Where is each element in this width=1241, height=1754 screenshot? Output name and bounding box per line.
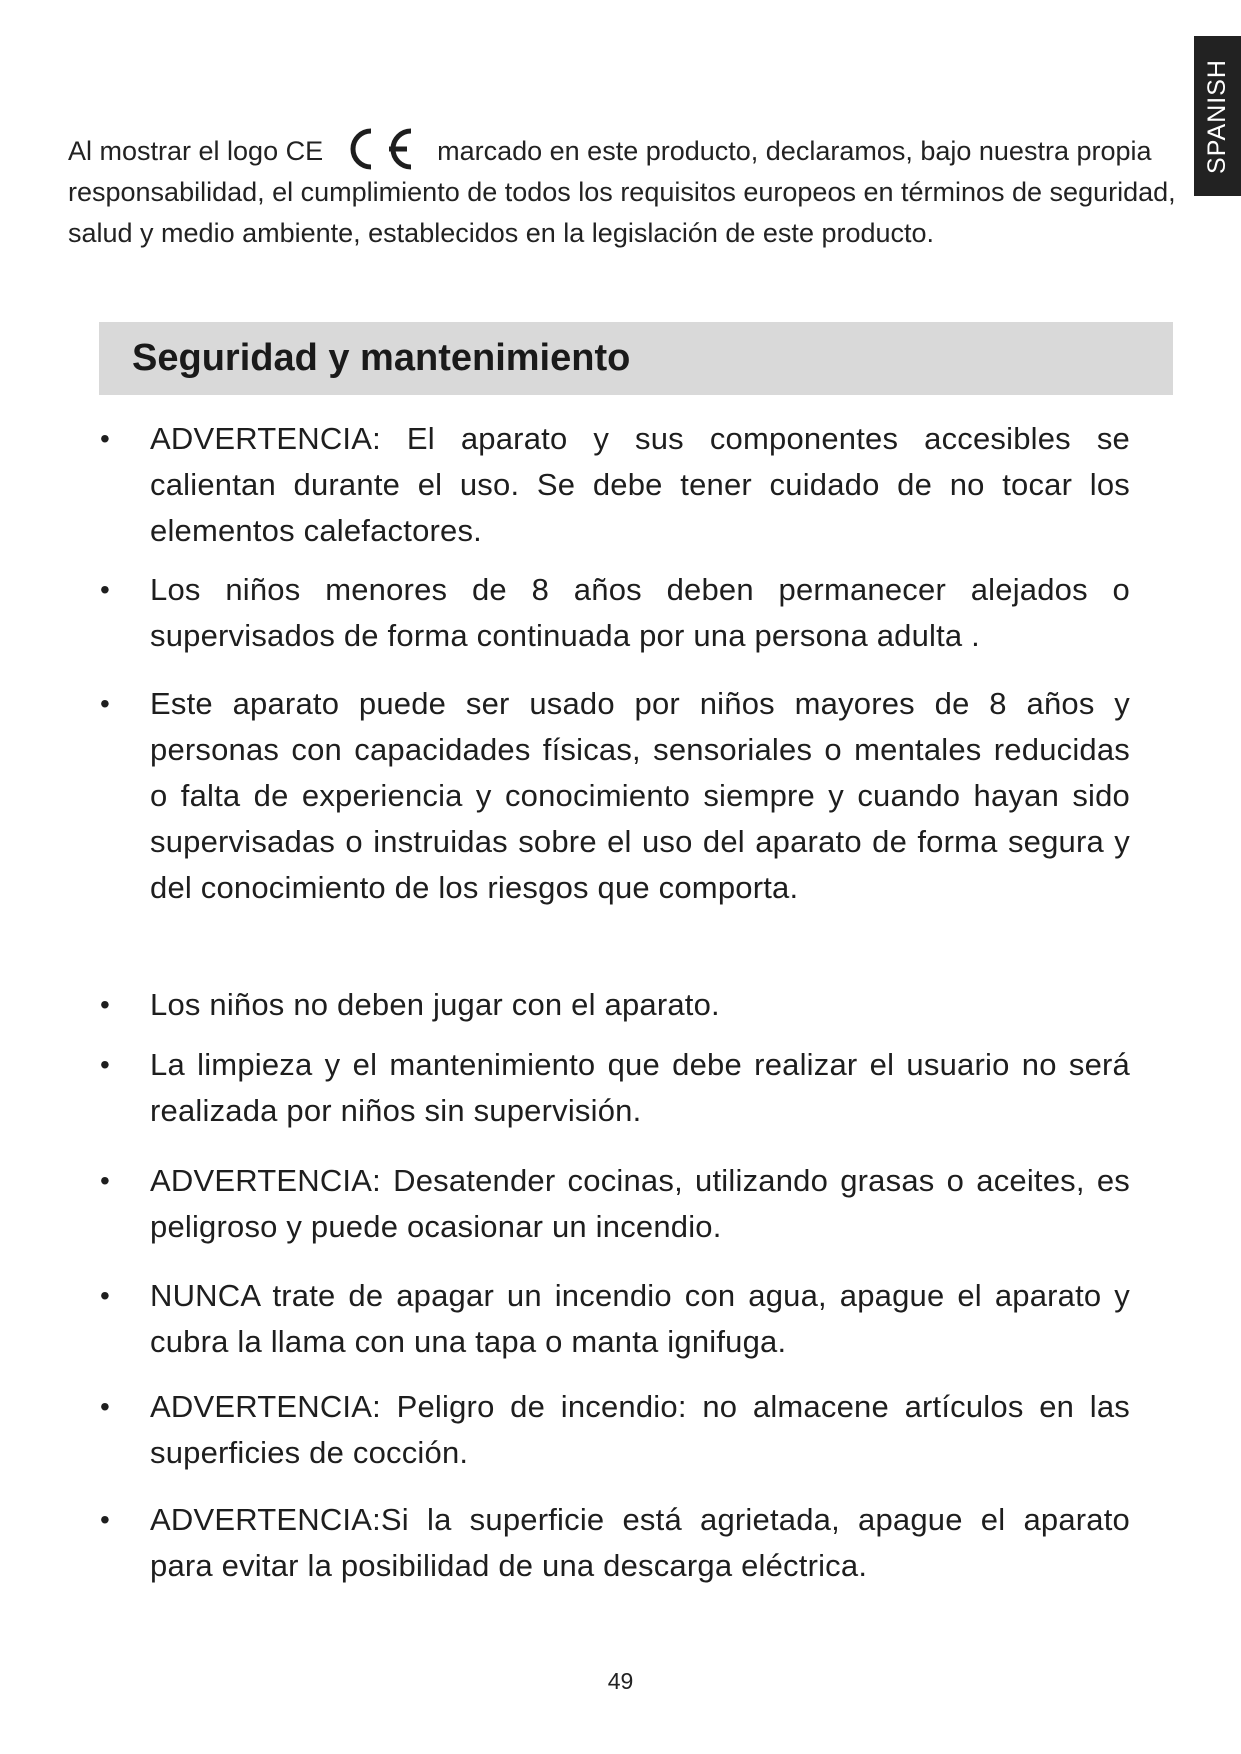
ce-declaration-paragraph (68, 126, 1188, 254)
bullet-icon: • (100, 989, 110, 1020)
language-tab (1194, 36, 1241, 196)
bullet-item (100, 681, 1130, 911)
bullet-item (100, 1042, 1130, 1134)
section-title: Seguridad y mantenimiento (132, 337, 631, 379)
bullet-text: ADVERTENCIA: Desatender cocinas, utilizando grasas o aceites, es peligroso y puede ocasionar un incendio. (150, 1163, 1130, 1244)
page-number: 49 (607, 1668, 634, 1694)
bullet-icon: • (100, 688, 110, 719)
bullet-icon: • (100, 423, 110, 454)
bullet-text: ADVERTENCIA: El aparato y sus componentes accesibles se calientan durante el uso. Se debe tener cuidado de no tocar los elementos calefactores. (150, 421, 1130, 548)
bullet-item (100, 416, 1130, 554)
bullet-text: NUNCA trate de apagar un incendio con agua, apague el aparato y cubra la llama con una tapa o manta ignifuga. (150, 1278, 1130, 1359)
bullet-icon: • (100, 1391, 110, 1422)
bullet-item (100, 1158, 1130, 1250)
section-header (99, 322, 1173, 395)
bullet-text: ADVERTENCIA: Peligro de incendio: no almacene artículos en las superficies de cocción. (150, 1389, 1130, 1470)
ce-mark-icon (337, 126, 417, 172)
bullet-text: Los niños menores de 8 años deben permanecer alejados o supervisados de forma continuada por una persona adulta . (150, 572, 1130, 653)
bullet-item (100, 567, 1130, 659)
bullet-text: Este aparato puede ser usado por niños mayores de 8 años y personas con capacidades físicas, sensoriales o mentales reducidas o falta de experiencia y conocimiento siempre y cuando hayan sido supervisadas o instruidas sobre el uso del aparato de forma segura y del conocimiento de los riesgos que comporta. (150, 686, 1130, 905)
bullet-item (100, 982, 1130, 1028)
intro-text-after-logo: marcado en este producto, declaramos, bajo nuestra propia responsabilidad, el cumplimiento de todos los requisitos europeos en términos de seguridad, salud y medio ambiente, establecidos en la legislación de este producto. (68, 136, 1176, 248)
bullet-icon: • (100, 1280, 110, 1311)
bullet-icon: • (100, 574, 110, 605)
bullet-text: Los niños no deben jugar con el aparato. (150, 987, 720, 1022)
bullet-text: ADVERTENCIA:Si la superficie está agrietada, apague el aparato para evitar la posibilidad de una descarga eléctrica. (150, 1502, 1130, 1583)
intro-text-before-logo: Al mostrar el logo CE (68, 136, 324, 166)
bullet-icon: • (100, 1504, 110, 1535)
bullet-text: La limpieza y el mantenimiento que debe realizar el usuario no será realizada por niños sin supervisión. (150, 1047, 1130, 1128)
bullet-icon: • (100, 1049, 110, 1080)
bullet-item (100, 1384, 1130, 1476)
bullet-icon: • (100, 1165, 110, 1196)
bullet-item (100, 1497, 1130, 1589)
bullet-item (100, 1273, 1130, 1365)
language-tab-label: SPANISH (1203, 58, 1231, 174)
